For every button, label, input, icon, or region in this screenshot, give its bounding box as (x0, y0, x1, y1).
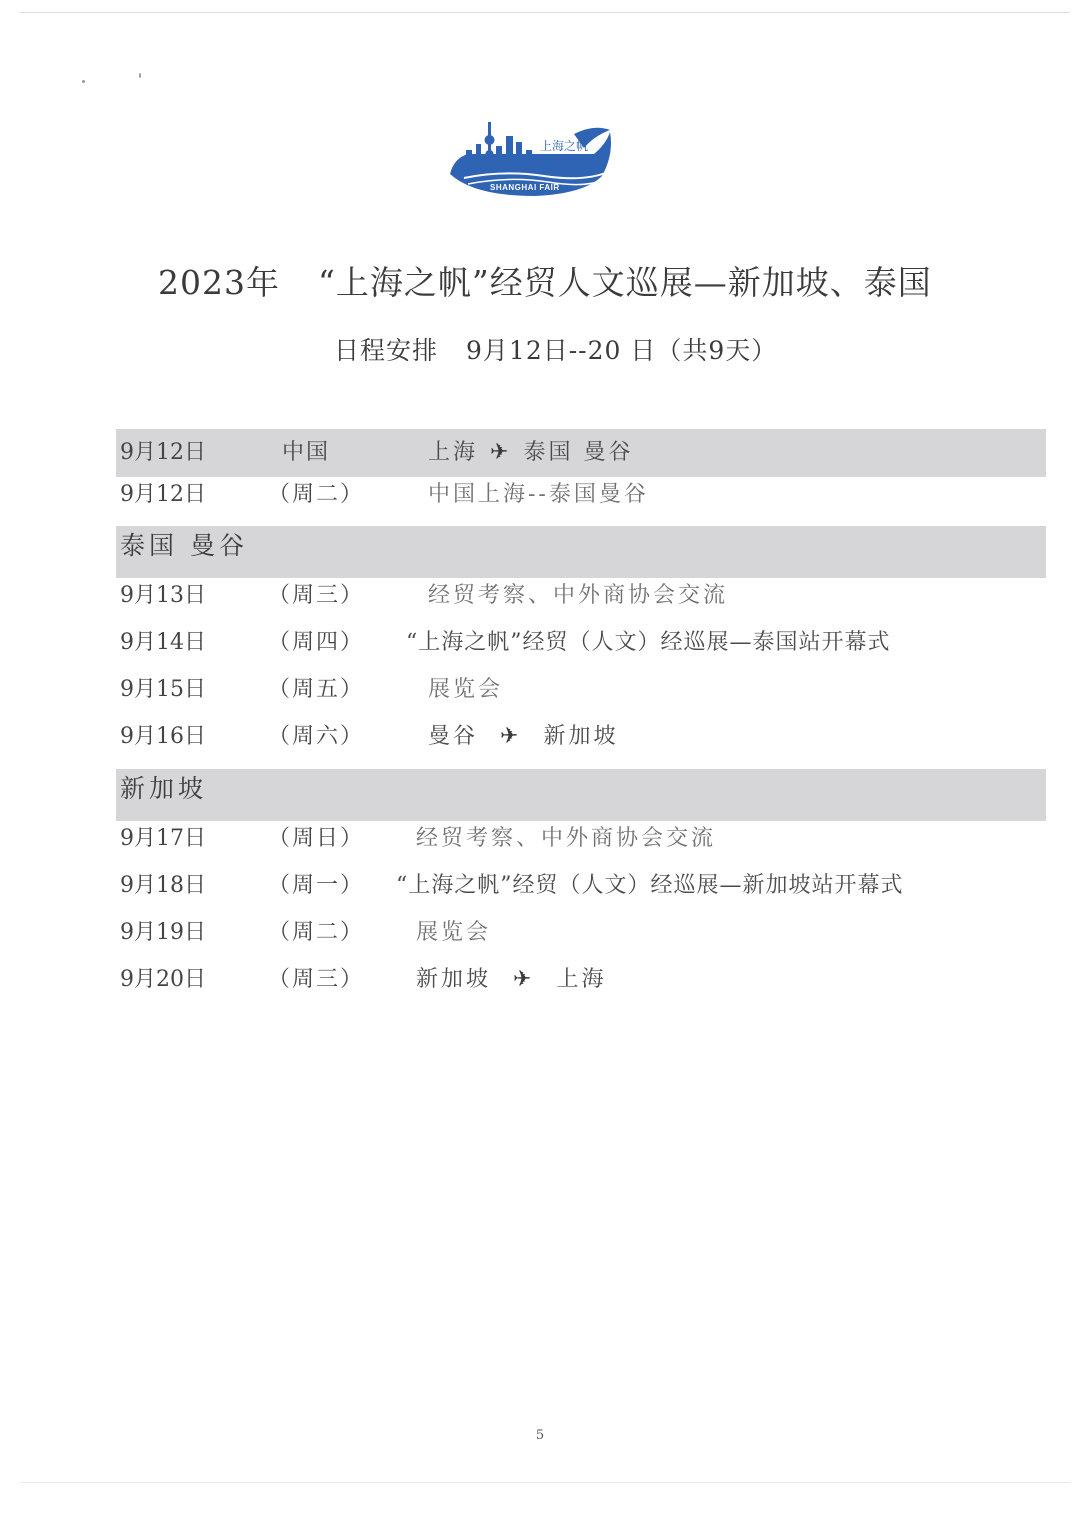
route-from: 曼谷 (428, 724, 479, 749)
row-day: （周六） (268, 724, 365, 749)
section-header-singapore (116, 769, 1046, 821)
row-date: 9月12日 (120, 440, 206, 465)
row-date: 9月13日 (120, 583, 206, 608)
row-day: 中国 (282, 440, 331, 465)
row-activity (428, 714, 618, 760)
subtitle-label: 日程安排 (334, 336, 439, 365)
row-activity: “上海之帆”经贸（人文）经巡展—新加坡站开幕式 (396, 873, 904, 898)
row-date: 9月20日 (120, 967, 206, 992)
schedule-row (116, 620, 1046, 666)
page-title (158, 257, 978, 304)
route-from: 新加坡 (416, 967, 492, 992)
subtitle-date-range: 9月12日--20 日（共9天） (466, 336, 778, 365)
bottom-border-line (20, 1482, 1070, 1483)
row-day: （周三） (268, 967, 365, 992)
shanghai-fair-logo (444, 114, 620, 200)
schedule-row (116, 667, 1046, 713)
logo-chinese-text: 上海之帆 (540, 139, 589, 153)
row-activity: 经贸考察、中外商协会交流 (428, 583, 729, 608)
route-to: 新加坡 (543, 724, 619, 749)
row-activity (416, 957, 606, 1003)
top-border-line (20, 12, 1070, 13)
title-main: “上海之帆”经贸人文巡展—新加坡、泰国 (317, 263, 932, 302)
shanghai-fair-logo-graphic (444, 114, 620, 200)
schedule-row (116, 429, 1046, 477)
row-day: （周二） (268, 482, 365, 507)
row-day: （周五） (268, 677, 365, 702)
schedule-row (116, 863, 1046, 909)
route-to: 上海 (556, 967, 607, 992)
schedule-row (116, 714, 1046, 760)
section-title: 泰国 曼谷 (120, 531, 248, 560)
row-date: 9月19日 (120, 920, 206, 945)
row-day: （周四） (268, 630, 365, 655)
row-date: 9月15日 (120, 677, 206, 702)
row-date: 9月17日 (120, 826, 206, 851)
scan-speck (139, 73, 141, 78)
section-title: 新加坡 (120, 774, 208, 803)
row-date: 9月18日 (120, 873, 206, 898)
row-activity: “上海之帆”经贸（人文）经巡展—泰国站开幕式 (406, 630, 891, 655)
row-day: （周一） (268, 873, 365, 898)
row-date: 9月14日 (120, 630, 206, 655)
airplane-icon: ✈ (513, 967, 535, 992)
schedule-row (116, 816, 1046, 862)
schedule-row (116, 910, 1046, 956)
schedule-row (116, 472, 1046, 518)
page-number: 5 (535, 1428, 545, 1443)
airplane-icon: ✈ (490, 440, 512, 465)
row-day: （周二） (268, 920, 365, 945)
title-year: 2023年 (158, 263, 280, 302)
row-activity: 展览会 (416, 920, 492, 945)
row-date: 9月16日 (120, 724, 206, 749)
schedule-row (116, 957, 1046, 1003)
row-activity: 经贸考察、中外商协会交流 (416, 826, 717, 851)
airplane-icon: ✈ (500, 724, 522, 749)
section-header-thailand (116, 526, 1046, 578)
row-date: 9月12日 (120, 482, 206, 507)
row-activity: 展览会 (428, 677, 504, 702)
schedule-row (116, 573, 1046, 619)
logo-english-text: SHANGHAI FAIR (490, 183, 560, 192)
row-day: （周日） (268, 826, 365, 851)
route-from: 上海 (428, 440, 479, 465)
row-day: （周三） (268, 583, 365, 608)
row-activity: 中国上海--泰国曼谷 (428, 482, 649, 507)
row-activity (428, 429, 633, 477)
route-to: 泰国 曼谷 (523, 440, 634, 465)
page-subtitle (334, 331, 777, 367)
scan-speck (82, 80, 85, 83)
